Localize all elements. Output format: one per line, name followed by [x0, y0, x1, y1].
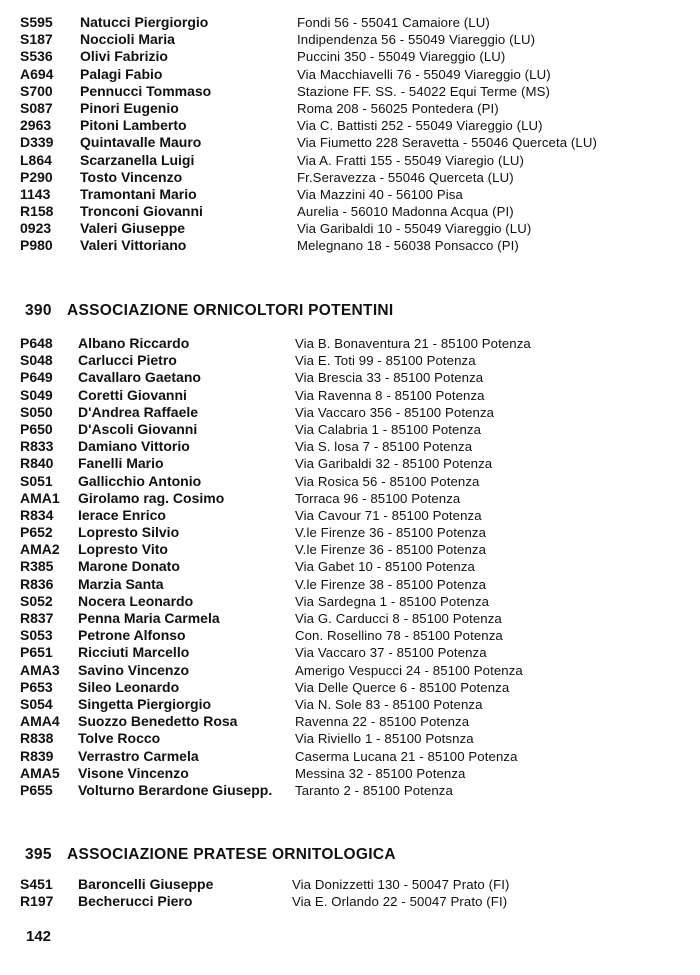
member-row	[0, 782, 700, 799]
member-row	[0, 48, 700, 65]
member-name: Noccioli Maria	[80, 31, 175, 48]
member-code: S700	[20, 82, 53, 99]
member-row	[0, 730, 700, 747]
member-row	[0, 627, 700, 644]
member-name: Pitoni Lamberto	[80, 117, 187, 134]
member-code: AMA3	[20, 661, 60, 678]
member-code: S087	[20, 99, 53, 116]
member-address: Con. Rosellino 78 - 85100 Potenza	[295, 628, 503, 644]
member-code: S053	[20, 627, 53, 644]
member-code: S054	[20, 695, 53, 712]
member-code: 0923	[20, 220, 52, 237]
member-address: Caserma Lucana 21 - 85100 Potenza	[295, 748, 518, 764]
member-name: Tramontani Mario	[80, 185, 197, 202]
member-row	[0, 893, 700, 910]
member-row	[0, 117, 700, 134]
member-row	[0, 186, 700, 203]
member-code: P651	[20, 644, 53, 661]
member-row	[0, 765, 700, 782]
member-address: Via Gabet 10 - 85100 Potenza	[295, 559, 475, 575]
member-name: Marone Donato	[78, 558, 180, 575]
member-row	[0, 507, 700, 524]
member-code: AMA2	[20, 541, 60, 558]
member-code: S536	[20, 48, 53, 65]
member-code: R834	[20, 506, 54, 523]
member-code: P980	[20, 237, 53, 254]
member-name: Penna Maria Carmela	[78, 610, 220, 626]
member-row	[0, 152, 700, 169]
member-name: Lopresto Silvio	[78, 524, 180, 541]
member-address: Via Garibaldi 32 - 85100 Potenza	[295, 456, 493, 472]
member-row	[0, 490, 700, 507]
member-address: Via Fiumetto 228 Seravetta - 55046 Querceta (LU)	[297, 135, 597, 151]
member-address: Via Cavour 71 - 85100 Potenza	[295, 507, 482, 523]
member-name: Quintavalle Mauro	[80, 134, 202, 151]
member-row	[0, 713, 700, 730]
member-code: P648	[20, 335, 53, 351]
member-code: S595	[20, 14, 53, 30]
member-code: R836	[20, 575, 54, 592]
member-name: Pennucci Tommaso	[80, 82, 212, 99]
member-row	[0, 455, 700, 472]
member-address: Via Donizzetti 130 - 50047 Prato (FI)	[292, 877, 510, 892]
member-list-390	[0, 335, 700, 799]
member-row	[0, 14, 700, 31]
member-code: P290	[20, 168, 53, 185]
section-heading-395	[25, 846, 396, 864]
member-address: Via N. Sole 83 - 85100 Potenza	[295, 696, 483, 712]
member-code: R838	[20, 730, 54, 747]
member-name: Pinori Eugenio	[80, 99, 179, 116]
member-code: R158	[20, 203, 54, 220]
member-name: Damiano Vittorio	[78, 438, 190, 455]
member-row	[0, 203, 700, 220]
member-name: Ierace Enrico	[78, 506, 166, 523]
member-address: Via Delle Querce 6 - 85100 Potenza	[295, 679, 510, 695]
member-address: Via Calabria 1 - 85100 Potenza	[295, 421, 482, 437]
member-code: 2963	[20, 117, 52, 134]
member-name: Visone Vincenzo	[78, 764, 189, 781]
member-row	[0, 593, 700, 610]
member-row	[0, 696, 700, 713]
member-code: R197	[20, 893, 54, 910]
member-row	[0, 369, 700, 386]
member-row	[0, 748, 700, 765]
member-name: D'Andrea Raffaele	[78, 403, 199, 420]
member-name: Marzia Santa	[78, 575, 164, 592]
member-address: Fr.Seravezza - 55046 Querceta (LU)	[297, 169, 514, 185]
member-address: Via Garibaldi 10 - 55049 Viareggio (LU)	[297, 221, 532, 237]
member-address: Via Macchiavelli 76 - 55049 Viareggio (LU)	[297, 66, 551, 82]
member-name: Girolamo rag. Cosimo	[78, 489, 225, 506]
member-address: V.le Firenze 38 - 85100 Potenza	[295, 576, 487, 592]
member-code: S048	[20, 352, 53, 369]
member-code: S051	[20, 472, 53, 489]
member-list-395	[0, 876, 700, 910]
member-name: Gallicchio Antonio	[78, 472, 202, 489]
member-address: V.le Firenze 36 - 85100 Potenza	[295, 525, 487, 541]
member-address: Via G. Carducci 8 - 85100 Potenza	[295, 611, 502, 626]
member-code: AMA5	[20, 764, 60, 781]
member-row	[0, 169, 700, 186]
member-code: S050	[20, 403, 53, 420]
member-address: Ravenna 22 - 85100 Potenza	[295, 714, 470, 730]
member-row	[0, 352, 700, 369]
member-address: Via C. Battisti 252 - 55049 Viareggio (LU)	[297, 118, 543, 134]
member-address: Via Mazzini 40 - 56100 Pisa	[297, 186, 463, 202]
section-title: ASSOCIAZIONE PRATESE ORNITOLOGICA	[67, 846, 396, 863]
member-row	[0, 576, 700, 593]
member-code: S451	[20, 876, 53, 892]
member-name: Natucci Piergiorgio	[80, 14, 209, 30]
member-name: Sileo Leonardo	[78, 678, 180, 695]
member-address: Messina 32 - 85100 Potenza	[295, 765, 466, 781]
member-row	[0, 335, 700, 352]
member-name: Olivi Fabrizio	[80, 48, 168, 65]
member-row	[0, 473, 700, 490]
section-number: 390	[25, 302, 52, 319]
member-name: Savino Vincenzo	[78, 661, 189, 678]
member-address: Via A. Fratti 155 - 55049 Viaregio (LU)	[297, 152, 524, 168]
section-title: ASSOCIAZIONE ORNICOLTORI POTENTINI	[67, 302, 394, 319]
member-address: Via Vaccaro 356 - 85100 Potenza	[295, 404, 495, 420]
member-code: P653	[20, 678, 53, 695]
member-name: Lopresto Vito	[78, 541, 168, 558]
member-row	[0, 610, 700, 627]
section-number: 395	[25, 846, 52, 863]
member-code: AMA1	[20, 489, 60, 506]
section-heading-390	[25, 302, 394, 320]
member-name: Fanelli Mario	[78, 455, 164, 472]
member-code: R833	[20, 438, 54, 455]
member-code: S049	[20, 386, 53, 403]
member-name: D'Ascoli Giovanni	[78, 420, 198, 437]
member-row	[0, 662, 700, 679]
member-name: Coretti Giovanni	[78, 386, 187, 403]
member-row	[0, 100, 700, 117]
member-code: L864	[20, 151, 52, 168]
member-code: D339	[20, 134, 54, 151]
member-name: Volturno Berardone Giusepp.	[78, 781, 273, 798]
member-name: Baroncelli Giuseppe	[78, 876, 214, 892]
member-name: Valeri Giuseppe	[80, 220, 186, 237]
member-row	[0, 644, 700, 661]
member-row	[0, 558, 700, 575]
member-address: Fondi 56 - 55041 Camaiore (LU)	[297, 15, 490, 30]
member-address: Via B. Bonaventura 21 - 85100 Potenza	[295, 336, 531, 351]
member-row	[0, 66, 700, 83]
member-address: Via Vaccaro 37 - 85100 Potenza	[295, 645, 487, 661]
member-code: P650	[20, 420, 53, 437]
member-name: Ricciuti Marcello	[78, 644, 190, 661]
member-address: Aurelia - 56010 Madonna Acqua (PI)	[297, 204, 514, 220]
member-name: Tolve Rocco	[78, 730, 161, 747]
member-name: Valeri Vittoriano	[80, 237, 187, 254]
member-address: Melegnano 18 - 56038 Ponsacco (PI)	[297, 238, 519, 254]
member-name: Albano Riccardo	[78, 335, 190, 351]
member-name: Suozzo Benedetto Rosa	[78, 713, 238, 730]
member-address: Via Rosica 56 - 85100 Potenza	[295, 473, 480, 489]
member-row	[0, 387, 700, 404]
member-address: Stazione FF. SS. - 54022 Equi Terme (MS)	[297, 83, 550, 99]
member-code: P652	[20, 524, 53, 541]
member-name: Verrastro Carmela	[78, 747, 199, 764]
member-name: Becherucci Piero	[78, 893, 193, 910]
member-code: S187	[20, 31, 53, 48]
member-address: Torraca 96 - 85100 Potenza	[295, 490, 461, 506]
member-row	[0, 541, 700, 558]
member-code: AMA4	[20, 713, 60, 730]
member-name: Tosto Vincenzo	[80, 168, 183, 185]
member-address: Roma 208 - 56025 Pontedera (PI)	[297, 100, 499, 116]
member-code: R839	[20, 747, 54, 764]
member-name: Carlucci Pietro	[78, 352, 177, 369]
member-row	[0, 83, 700, 100]
member-row	[0, 237, 700, 254]
member-row	[0, 876, 700, 893]
member-name: Petrone Alfonso	[78, 627, 186, 644]
member-row	[0, 220, 700, 237]
member-code: S052	[20, 592, 53, 609]
member-address: Via Riviello 1 - 85100 Potsnza	[295, 731, 474, 747]
member-row	[0, 438, 700, 455]
member-address: Via E. Toti 99 - 85100 Potenza	[295, 353, 476, 369]
member-address: V.le Firenze 36 - 85100 Potenza	[295, 542, 487, 558]
member-address: Puccini 350 - 55049 Viareggio (LU)	[297, 49, 506, 65]
member-address: Via E. Orlando 22 - 50047 Prato (FI)	[292, 894, 508, 910]
member-row	[0, 31, 700, 48]
member-name: Scarzanella Luigi	[80, 151, 195, 168]
member-code: R840	[20, 455, 54, 472]
member-code: R837	[20, 610, 54, 626]
member-address: Via Ravenna 8 - 85100 Potenza	[295, 387, 485, 403]
member-row	[0, 679, 700, 696]
member-name: Singetta Piergiorgio	[78, 695, 212, 712]
member-name: Tronconi Giovanni	[80, 203, 203, 220]
member-name: Cavallaro Gaetano	[78, 369, 201, 386]
member-code: A694	[20, 65, 54, 82]
member-row	[0, 421, 700, 438]
member-address: Via Brescia 33 - 85100 Potenza	[295, 370, 484, 386]
member-code: 1143	[20, 185, 51, 202]
member-address: Via Sardegna 1 - 85100 Potenza	[295, 593, 490, 609]
member-code: P655	[20, 781, 53, 798]
member-row	[0, 404, 700, 421]
member-address: Amerigo Vespucci 24 - 85100 Potenza	[295, 662, 523, 678]
page-number: 142	[26, 928, 52, 945]
member-code: R385	[20, 558, 54, 575]
member-list-continued	[0, 14, 700, 255]
member-address: Via S. losa 7 - 85100 Potenza	[295, 439, 473, 455]
member-name: Palagi Fabio	[80, 65, 163, 82]
member-address: Indipendenza 56 - 55049 Viareggio (LU)	[297, 32, 536, 48]
member-row	[0, 524, 700, 541]
member-name: Nocera Leonardo	[78, 592, 194, 609]
member-address: Taranto 2 - 85100 Potenza	[295, 782, 453, 798]
member-row	[0, 134, 700, 151]
member-code: P649	[20, 369, 53, 386]
